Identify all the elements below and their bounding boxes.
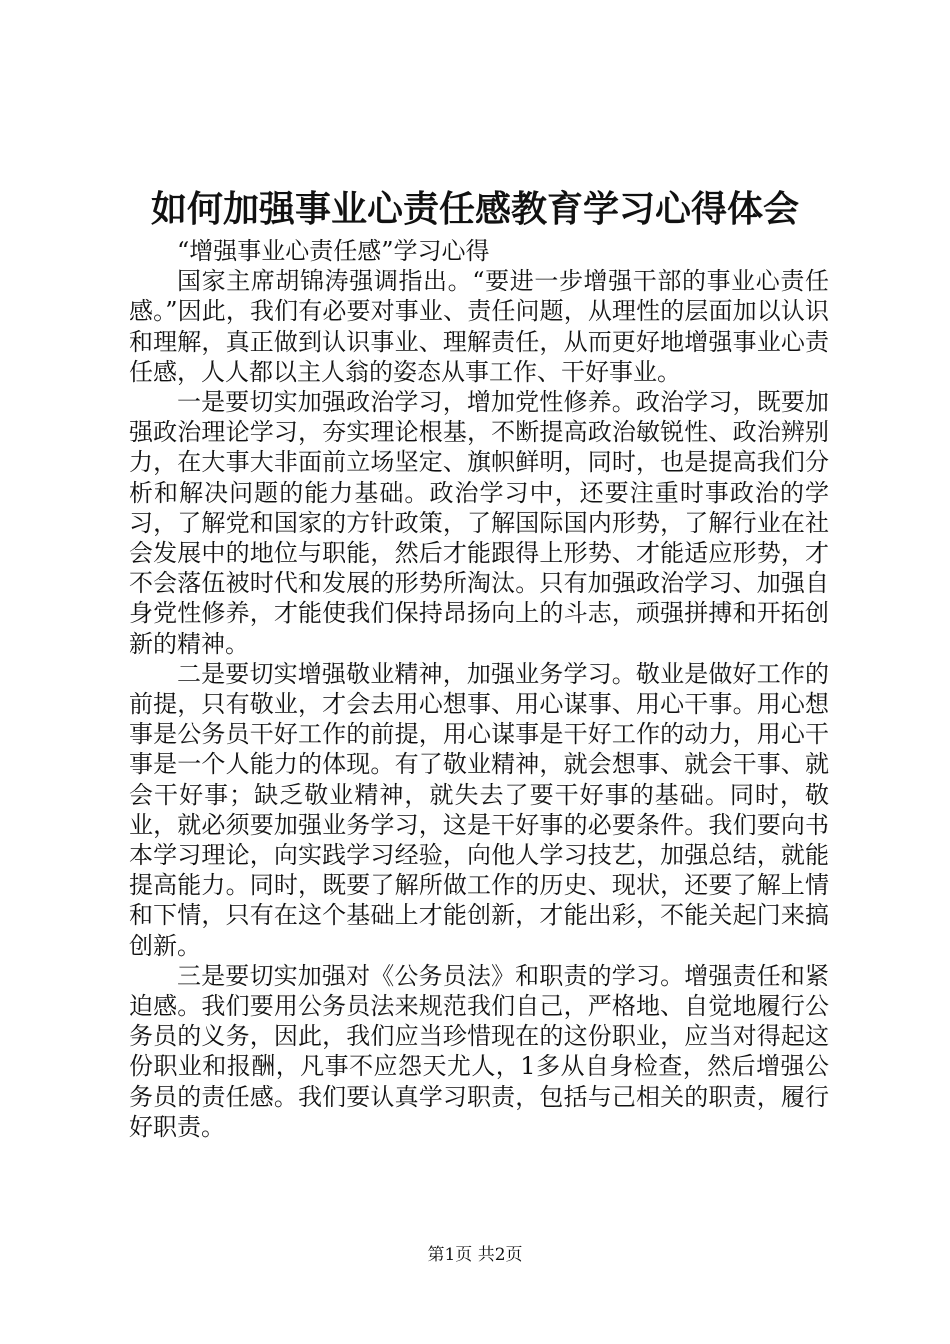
document-body [129,236,829,1142]
page-number-footer: 第1页 共2页 [427,1245,523,1265]
intro-paragraph: 国家主席胡锦涛强调指出。“要进一步增强干部的事业心责任感。”因此，我们有必要对事业、责任问题，从理性的层面加以认识和理解，真正做到认识事业、理解责任，从而更好地增强事业心责任感，人人都以主人翁的姿态从事工作、干好事业。 [129,267,829,386]
document-title: 如何加强事业心责任感教育学习心得体会 [150,188,799,230]
point-two-paragraph: 二是要切实增强敬业精神，加强业务学习。敬业是做好工作的前提，只有敬业，才会去用心想事、用心谋事、用心干事。用心想事是公务员干好工作的前提，用心谋事是干好工作的动力，用心干事是一个人能力的体现。有了敬业精神，就会想事、就会干事、就会干好事；缺乏敬业精神，就失去了要干好事的基础。同时，敬业，就必须要加强业务学习，这是干好事的必要条件。我们要向书本学习理论，向实践学习经验，向他人学习技艺，加强总结，就能提高能力。同时，既要了解所做工作的历史、现状，还要了解上情和下情，只有在这个基础上才能创新，才能出彩，不能关起门来搞创新。 [129,659,829,960]
point-one-paragraph: 一是要切实加强政治学习，增加党性修养。政治学习，既要加强政治理论学习，夯实理论根基，不断提高政治敏锐性、政治辨别力，在大事大非面前立场坚定、旗帜鲜明，同时，也是提高我们分析和解决问题的能力基础。政治学习中，还要注重时事政治的学习，了解党和国家的方针政策，了解国际国内形势，了解行业在社会发展中的地位与职能，然后才能跟得上形势、才能适应形势，才不会落伍被时代和发展的形势所淘汰。只有加强政治学习、加强自身党性修养，才能使我们保持昂扬向上的斗志，顽强拼搏和开拓创新的精神。 [129,388,829,658]
subtitle-paragraph: “增强事业心责任感”学习心得 [177,237,490,265]
point-three-paragraph: 三是要切实加强对《公务员法》和职责的学习。增强责任和紧迫感。我们要用公务员法来规范我们自己，严格地、自觉地履行公务员的义务，因此，我们应当珍惜现在的这份职业，应当对得起这份职业和报酬，凡事不应怨天尤人，1多从自身检查，然后增强公务员的责任感。我们要认真学习职责，包括与己相关的职责，履行好职责。 [129,961,829,1141]
